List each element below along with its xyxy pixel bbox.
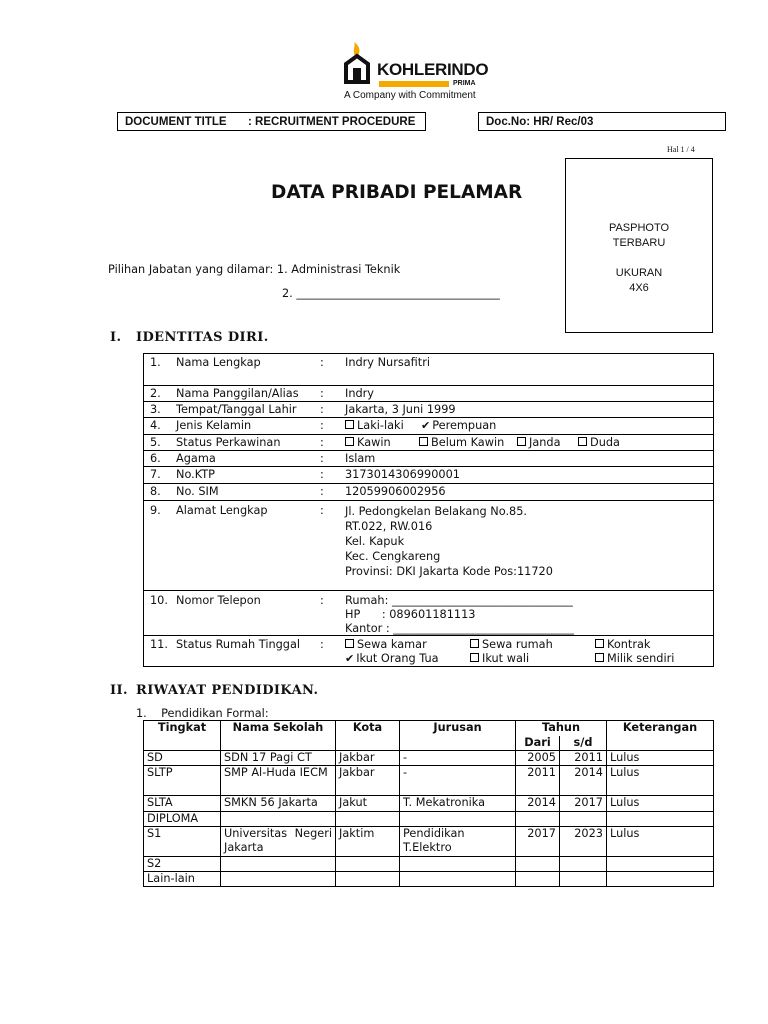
table-row	[144, 466, 713, 484]
section-2-title: RIWAYAT PENDIDIKAN.	[136, 683, 319, 698]
field-separator: :	[320, 419, 324, 432]
residence-option-house[interactable]	[470, 638, 553, 652]
option-label: Sewa rumah	[482, 638, 553, 651]
cell-jurusan: -	[400, 766, 516, 796]
logo-bar-icon	[379, 81, 449, 87]
cell-dari	[516, 857, 560, 872]
checkmark-icon: ✔	[421, 419, 431, 432]
pasphoto-box	[565, 158, 713, 333]
option-label: Perempuan	[432, 419, 497, 432]
section-1-number: I.	[110, 330, 122, 345]
row-number: 6.	[150, 452, 161, 465]
checkbox-icon	[595, 639, 604, 648]
field-label: Status Perkawinan	[176, 436, 281, 449]
checkbox-icon	[345, 420, 354, 429]
phone-office: Kantor : ________________________________	[345, 622, 575, 635]
row-number: 5.	[150, 436, 161, 449]
marital-option-widower[interactable]	[578, 436, 620, 450]
row-number: 10.	[150, 594, 168, 607]
field-separator: :	[320, 452, 324, 465]
cell-tingkat: SLTP	[144, 766, 221, 796]
cell-jurusan: Pendidikan T.Elektro	[400, 827, 516, 857]
table-header-row	[144, 721, 714, 736]
religion-value: Islam	[345, 452, 376, 465]
logo-tagline: A Company with Commitment	[344, 90, 476, 101]
table-row	[144, 751, 714, 766]
header-tingkat: Tingkat	[144, 721, 221, 751]
cell-jurusan: -	[400, 751, 516, 766]
address-line: Provinsi: DKI Jakarta Kode Pos:11720	[345, 565, 553, 578]
field-label: Tempat/Tanggal Lahir	[176, 403, 297, 416]
birth-value: Jakarta, 3 Juni 1999	[345, 403, 456, 416]
cell-nama	[221, 812, 336, 827]
cell-jurusan	[400, 857, 516, 872]
option-label: Kontrak	[607, 638, 651, 651]
table-row	[144, 590, 713, 636]
residence-option-own[interactable]	[595, 652, 674, 666]
formal-education-label: 1. Pendidikan Formal:	[136, 707, 269, 720]
field-label: Agama	[176, 452, 216, 465]
cell-keterangan	[607, 812, 714, 827]
address-line: Kec. Cengkareng	[345, 550, 441, 563]
option-label: Milik sendiri	[607, 652, 675, 665]
photo-line-1: PASPHOTO	[608, 222, 670, 234]
header-nama-sekolah: Nama Sekolah	[221, 721, 336, 751]
full-name-value: Indry Nursafitri	[345, 356, 430, 369]
table-row	[144, 812, 714, 827]
table-row	[144, 796, 714, 812]
cell-jurusan: T. Mekatronika	[400, 796, 516, 812]
page-title: DATA PRIBADI PELAMAR	[271, 182, 523, 203]
table-row	[144, 401, 713, 418]
cell-sd	[560, 857, 607, 872]
address-line: Jl. Pedongkelan Belakang No.85.	[345, 505, 527, 518]
option-label: Kawin	[357, 436, 391, 449]
cell-kota: Jakbar	[336, 751, 400, 766]
checkbox-icon	[470, 639, 479, 648]
cell-sd: 2011	[560, 751, 607, 766]
doc-title-value: : RECRUITMENT PROCEDURE	[248, 116, 416, 128]
cell-dari: 2017	[516, 827, 560, 857]
table-row	[144, 857, 714, 872]
table-row	[144, 635, 713, 667]
address-line: Kel. Kapuk	[345, 535, 405, 548]
header-keterangan: Keterangan	[607, 721, 714, 751]
field-separator: :	[320, 403, 324, 416]
gender-option-female[interactable]	[421, 419, 496, 433]
photo-line-2: TERBARU	[612, 237, 666, 249]
cell-tingkat: S2	[144, 857, 221, 872]
cell-tingkat: SD	[144, 751, 221, 766]
residence-option-guardian[interactable]	[470, 652, 529, 666]
field-label: Nomor Telepon	[176, 594, 261, 607]
cell-tingkat: S1	[144, 827, 221, 857]
table-row	[144, 450, 713, 467]
table-row	[144, 827, 714, 857]
identity-table	[143, 353, 714, 667]
cell-nama	[221, 857, 336, 872]
residence-option-contract[interactable]	[595, 638, 650, 652]
cell-keterangan: Lulus	[607, 751, 714, 766]
checkmark-icon: ✔	[345, 652, 355, 665]
checkbox-icon	[470, 653, 479, 662]
field-label: No. SIM	[176, 485, 219, 498]
phone-home: Rumah: ________________________________	[345, 594, 573, 607]
cell-kota: Jakbar	[336, 766, 400, 796]
cell-nama: Universitas Negeri Jakarta	[221, 827, 336, 857]
checkbox-icon	[578, 437, 587, 446]
field-separator: :	[320, 356, 324, 369]
gender-option-male[interactable]	[345, 419, 404, 433]
row-number: 3.	[150, 403, 161, 416]
cell-tingkat: Lain-lain	[144, 872, 221, 887]
header-sd: s/d	[560, 736, 607, 751]
doc-title-label: DOCUMENT TITLE	[125, 116, 227, 128]
cell-sd: 2014	[560, 766, 607, 796]
option-label: Duda	[590, 436, 620, 449]
header-jurusan: Jurusan	[400, 721, 516, 751]
cell-dari: 2005	[516, 751, 560, 766]
photo-line-3: UKURAN	[615, 267, 663, 279]
residence-option-parents[interactable]	[345, 652, 439, 666]
cell-nama	[221, 872, 336, 887]
logo-sub: PRIMA	[453, 80, 476, 87]
cell-sd	[560, 872, 607, 887]
table-row	[144, 417, 713, 435]
cell-keterangan	[607, 857, 714, 872]
cell-kota: Jakut	[336, 796, 400, 812]
phone-value	[345, 594, 574, 636]
field-separator: :	[320, 468, 324, 481]
field-label: Status Rumah Tinggal	[176, 638, 301, 651]
company-logo	[343, 42, 493, 104]
field-separator: :	[320, 436, 324, 449]
checkbox-icon	[517, 437, 526, 446]
cell-kota	[336, 812, 400, 827]
cell-dari	[516, 812, 560, 827]
header-tahun: Tahun	[516, 721, 607, 736]
option-label: Ikut wali	[482, 652, 530, 665]
cell-sd: 2023	[560, 827, 607, 857]
marital-option-widow[interactable]	[517, 436, 561, 450]
marital-option-single[interactable]	[419, 436, 504, 450]
checkbox-icon	[345, 437, 354, 446]
table-row	[144, 766, 714, 796]
table-row	[144, 483, 713, 501]
option-label: Sewa kamar	[357, 638, 427, 651]
address-value	[345, 504, 553, 579]
cell-kota	[336, 857, 400, 872]
cell-tingkat: SLTA	[144, 796, 221, 812]
option-label: Janda	[529, 436, 561, 449]
row-number: 2.	[150, 387, 161, 400]
cell-nama: SDN 17 Pagi CT	[221, 751, 336, 766]
field-label: Nama Panggilan/Alias	[176, 387, 299, 400]
option-label: Ikut Orang Tua	[356, 652, 439, 665]
field-label: Nama Lengkap	[176, 356, 261, 369]
marital-option-married[interactable]	[345, 436, 391, 450]
option-label: Laki-laki	[357, 419, 404, 432]
cell-jurusan	[400, 872, 516, 887]
cell-keterangan: Lulus	[607, 766, 714, 796]
row-number: 8.	[150, 485, 161, 498]
option-label: Belum Kawin	[431, 436, 505, 449]
cell-nama: SMP Al-Huda IECM	[221, 766, 336, 796]
sim-value: 12059906002956	[345, 485, 446, 498]
field-separator: :	[320, 504, 324, 517]
document-number-box	[478, 112, 726, 131]
header-dari: Dari	[516, 736, 560, 751]
page-number: Hal 1 / 4	[667, 145, 695, 154]
section-2-number: II.	[110, 683, 128, 698]
cell-nama: SMKN 56 Jakarta	[221, 796, 336, 812]
photo-line-4: 4X6	[629, 282, 649, 294]
field-separator: :	[320, 594, 324, 607]
address-line: RT.022, RW.016	[345, 520, 433, 533]
cell-kota	[336, 872, 400, 887]
row-number: 7.	[150, 468, 161, 481]
field-separator: :	[320, 485, 324, 498]
row-number: 1.	[150, 356, 161, 369]
logo-brand: KOHLERINDO	[377, 60, 489, 79]
ktp-value: 3173014306990001	[345, 468, 460, 481]
cell-sd	[560, 812, 607, 827]
field-label: Alamat Lengkap	[176, 504, 268, 517]
field-separator: :	[320, 387, 324, 400]
cell-jurusan	[400, 812, 516, 827]
phone-mobile: HP : 089601181113	[345, 608, 476, 621]
table-row	[144, 385, 713, 402]
field-separator: :	[320, 638, 324, 651]
row-number: 11.	[150, 638, 168, 651]
nickname-value: Indry	[345, 387, 374, 400]
position-choice-1: Pilihan Jabatan yang dilamar: 1. Administrasi Teknik	[108, 263, 401, 276]
cell-kota: Jaktim	[336, 827, 400, 857]
field-label: No.KTP	[176, 468, 215, 481]
row-number: 4.	[150, 419, 161, 432]
table-row	[144, 872, 714, 887]
checkbox-icon	[595, 653, 604, 662]
table-row	[144, 500, 713, 591]
cell-keterangan: Lulus	[607, 796, 714, 812]
field-label: Jenis Kelamin	[176, 419, 252, 432]
checkbox-icon	[419, 437, 428, 446]
cell-sd: 2017	[560, 796, 607, 812]
cell-keterangan	[607, 872, 714, 887]
row-number: 9.	[150, 504, 161, 517]
header-kota: Kota	[336, 721, 400, 751]
doc-number: Doc.No: HR/ Rec/03	[486, 116, 594, 128]
document-title-box	[117, 112, 426, 131]
table-row	[144, 434, 713, 451]
cell-tingkat: DIPLOMA	[144, 812, 221, 827]
residence-option-room[interactable]	[345, 638, 427, 652]
position-choice-2: 2. ____________________________________	[282, 287, 500, 300]
cell-dari: 2014	[516, 796, 560, 812]
checkbox-icon	[345, 639, 354, 648]
cell-dari	[516, 872, 560, 887]
cell-keterangan: Lulus	[607, 827, 714, 857]
section-1-title: IDENTITAS DIRI.	[136, 330, 269, 345]
table-row	[144, 354, 713, 385]
education-table	[143, 720, 714, 887]
cell-dari: 2011	[516, 766, 560, 796]
